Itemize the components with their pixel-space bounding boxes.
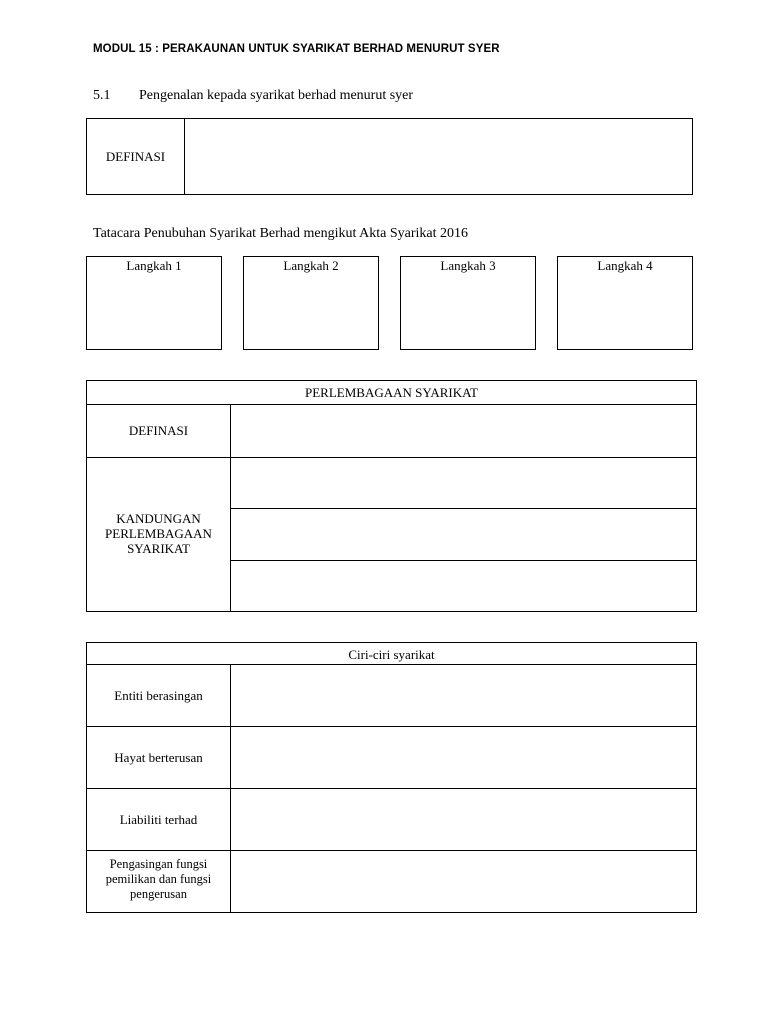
feature-answer-perpetual-succession[interactable] [231, 727, 696, 788]
section-title: Pengenalan kepada syarikat berhad menurut syer [139, 88, 414, 103]
features-table [86, 642, 697, 913]
feature-answer-separation-of-functions[interactable] [231, 851, 696, 912]
step-box-4[interactable] [557, 256, 693, 350]
feature-answer-separate-entity[interactable] [231, 665, 696, 726]
constitution-contents-answer-2[interactable] [231, 509, 696, 559]
definition-table [86, 118, 693, 195]
definition-answer-cell[interactable] [185, 119, 692, 194]
step-box-2[interactable] [243, 256, 379, 350]
constitution-contents-answer-1[interactable] [231, 458, 696, 508]
step-label: Langkah 4 [597, 258, 653, 273]
definition-label: DEFINASI [105, 149, 166, 164]
step-box-1[interactable] [86, 256, 222, 350]
constitution-table [86, 380, 697, 612]
feature-answer-limited-liability[interactable] [231, 789, 696, 850]
feature-label-separate-entity: Entiti berasingan [114, 688, 203, 703]
module-title: MODUL 15 : PERAKAUNAN UNTUK SYARIKAT BERHAD MENURUT SYER [93, 43, 500, 55]
feature-label-separation-of-functions: Pengasingan fungsi pemilikan dan fungsi pengerusan [105, 857, 212, 901]
step-label: Langkah 1 [126, 258, 182, 273]
step-label: Langkah 3 [440, 258, 496, 273]
constitution-definition-label: DEFINASI [128, 423, 189, 438]
constitution-contents-answer-3[interactable] [231, 561, 696, 611]
section-number: 5.1 [93, 88, 111, 103]
feature-label-limited-liability: Liabiliti terhad [119, 812, 198, 827]
step-box-3[interactable] [400, 256, 536, 350]
step-label: Langkah 2 [283, 258, 339, 273]
feature-label-perpetual-succession: Hayat berterusan [114, 750, 203, 765]
constitution-definition-answer[interactable] [231, 405, 696, 457]
constitution-contents-label: KANDUNGAN PERLEMBAGAAN SYARIKAT [105, 511, 212, 556]
procedure-intro: Tatacara Penubuhan Syarikat Berhad mengikut Akta Syarikat 2016 [93, 226, 468, 241]
constitution-table-title: PERLEMBAGAAN SYARIKAT [305, 385, 478, 400]
features-table-title: Ciri-ciri syarikat [348, 647, 435, 662]
